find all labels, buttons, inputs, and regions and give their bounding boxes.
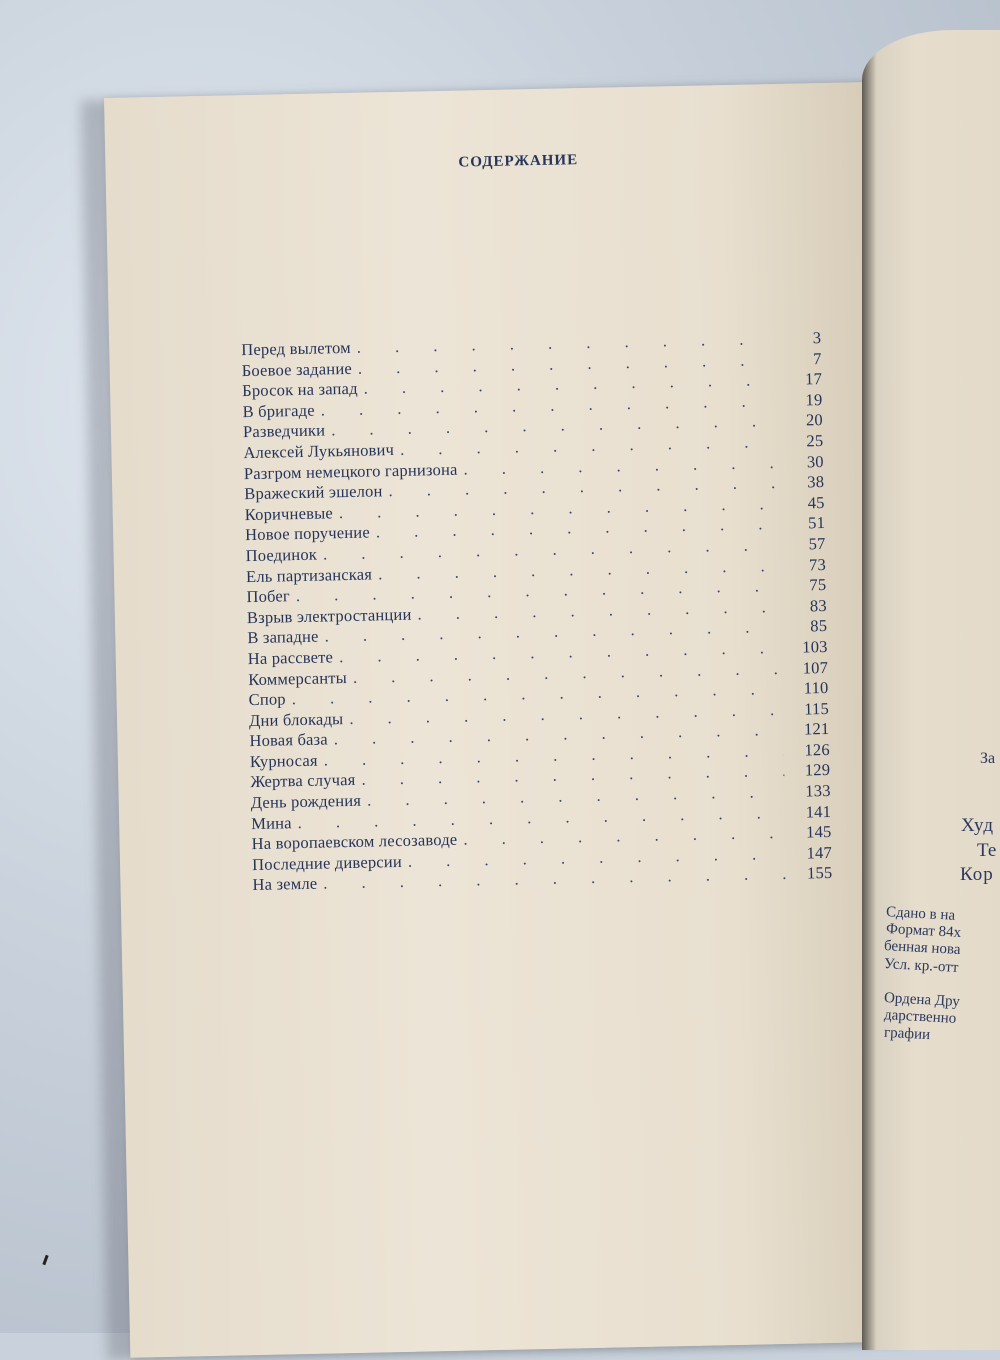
toc-entry-title: Бросок на запад: [241, 378, 358, 401]
toc-entry-page: 20: [805, 410, 824, 430]
right-page-fragment: графии: [883, 1024, 931, 1044]
right-page-fragment: Ордена Дру: [883, 990, 961, 1010]
toc-entry-page: 141: [805, 801, 832, 822]
toc-entry-title: Ель партизанская: [245, 564, 373, 586]
toc-entry-page: 7: [812, 348, 822, 368]
right-page-fragment: бенная нова: [883, 938, 961, 958]
right-page-fragment: Сдано в на: [885, 904, 956, 924]
book-page-right: [862, 30, 1000, 1350]
toc-entry-page: 126: [804, 739, 830, 760]
toc-entry-title: Дни блокады: [248, 708, 344, 730]
toc-entry-page: 75: [809, 575, 827, 595]
toc-entry-page: 129: [804, 760, 831, 780]
toc-entry-page: 83: [809, 595, 827, 616]
toc-entry-page: 145: [805, 822, 832, 842]
toc-entry-page: 45: [807, 492, 825, 513]
toc-entry-title: Спор: [248, 689, 286, 710]
toc-entry-title: Коммерсанты: [248, 667, 348, 689]
right-page-fragment: дарственно: [883, 1007, 957, 1027]
toc-entry-page: 110: [803, 678, 829, 698]
toc-entry-title: Вражеский эшелон: [244, 481, 383, 504]
right-page-fragment: Кор: [960, 864, 994, 885]
toc-entry-page: 19: [805, 389, 823, 410]
toc-entry-title: Последние диверсии: [251, 851, 403, 874]
toc-entry-title: В бригаде: [242, 400, 315, 421]
toc-entry-title: Мина: [251, 812, 292, 833]
toc-entry-page: 107: [802, 657, 829, 677]
toc-entry-page: 73: [808, 554, 827, 574]
toc-entry-title: Перед вылетом: [241, 337, 352, 360]
right-page-fragment: За: [980, 750, 996, 767]
page-title: СОДЕРЖАНИЕ: [458, 152, 579, 171]
toc-entry-title: На воропаевском лесозаводе: [251, 830, 458, 854]
toc-entry-page: 51: [807, 513, 826, 533]
right-page-fragment: Худ: [961, 815, 995, 836]
toc-entry-title: Разведчики: [242, 420, 326, 442]
toc-entry-page: 121: [803, 719, 830, 739]
toc-entry-page: 85: [810, 616, 828, 636]
toc-entry-page: 147: [806, 842, 833, 863]
toc-entry-page: 103: [802, 636, 828, 657]
toc-entry-page: 3: [812, 328, 822, 348]
toc-entry-title: Новое поручение: [244, 522, 371, 545]
toc-entry-page: 30: [806, 451, 824, 471]
toc-entry-page: 133: [805, 780, 831, 801]
toc-entry-page: 17: [804, 369, 823, 389]
toc-entry-title: День рождения: [250, 790, 362, 813]
toc-entry-title: Побег: [246, 586, 291, 607]
toc-entry-page: 57: [808, 533, 826, 554]
table-of-contents: [241, 328, 833, 896]
toc-entry-title: На земле: [252, 874, 318, 895]
toc-entry-title: Поединок: [245, 544, 318, 566]
toc-entry-page: 155: [806, 863, 833, 883]
toc-entry-title: Коричневые: [244, 503, 334, 524]
toc-entry-title: В западне: [247, 626, 319, 648]
toc-entry-page: 25: [806, 430, 824, 451]
right-page-fragment: Те: [977, 840, 997, 861]
book-page-left: [104, 82, 900, 1358]
toc-entry-title: Жертва случая: [250, 770, 356, 792]
toc-entry-title: На рассвете: [247, 647, 334, 669]
toc-entry-title: Новая база: [249, 729, 329, 751]
toc-entry-title: Разгром немецкого гарнизона: [243, 459, 458, 483]
toc-entry-title: Взрыв электростанции: [246, 604, 412, 627]
toc-entry-title: Боевое задание: [241, 358, 353, 380]
right-page-fragment: Усл. кр.-отт: [883, 956, 959, 976]
toc-entry-title: Курносая: [249, 750, 318, 771]
toc-entry-page: 115: [803, 698, 830, 719]
right-page-fragment: Формат 84х: [885, 921, 962, 941]
toc-entry-title: Алексей Лукьянович: [243, 439, 395, 463]
toc-entry-page: 38: [807, 472, 825, 492]
